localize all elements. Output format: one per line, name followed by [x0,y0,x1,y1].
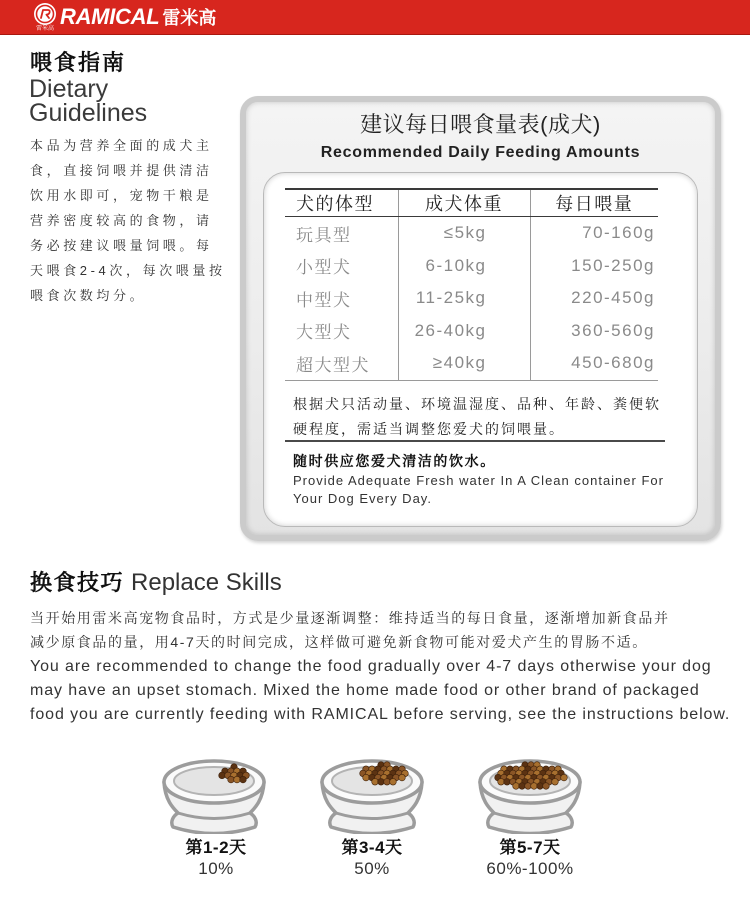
dietary-line: 务必按建议喂量饲喂。每 [30,238,213,253]
weight-cell: 11-25kg [398,282,530,315]
kibble-pellet [537,783,544,790]
kibble-pellet [552,779,559,786]
water-note-cn: 随时供应您爱犬清洁的饮水。 [293,453,496,469]
water-note-en [293,472,664,508]
logo-chinese-name: 雷米高 [162,8,217,28]
daily-amount-cell: 450-680g [530,347,658,380]
replace-line-en: You are recommended to change the food gradually over 4-7 days otherwise your dog [30,657,712,675]
schedule-percent-label: 10% [198,859,234,878]
kibble-pellet [372,779,379,786]
dog-bowl-icon [317,752,427,834]
column-header-daily-amount: 每日喂量 [530,189,658,217]
note-divider [285,440,665,442]
replace-skills-heading [30,569,282,597]
schedule-day-label: 第3-4天 [341,838,403,857]
kibble-pellet [513,783,520,790]
dietary-heading-en-line2: Guidelines [29,99,148,127]
dog-size-cell: 玩具型 [296,225,352,245]
replace-heading-en: Replace Skills [131,569,282,596]
replace-line-en: food you are currently feeding with RAMICAL before serving, see the instructions below. [30,706,731,724]
brand-logo [60,5,216,30]
kibble-pellet [390,779,397,786]
feeding-panel-title-cn: 建议每日喂食量表(成犬) [360,112,601,137]
replace-line-en: may have an upset stomach. Mixed the home made food or other brand of packaged [30,681,700,699]
dietary-line: 本品为营养全面的成犬主 [30,138,213,153]
table-row [285,315,658,348]
kibble-pellet [219,772,226,779]
table-row [285,347,658,380]
dietary-description [30,133,226,308]
dietary-heading-cn: 喂食指南 [30,50,127,75]
table-row [285,250,658,283]
kibble-pellet [504,779,511,786]
kibble-pellet [399,774,406,781]
note-line: 根据犬只活动量、环境温湿度、品种、年龄、粪便软 [293,396,661,412]
kibble-pellet [228,776,235,783]
note-line: 硬程度，需适当调整您爱犬的饲喂量。 [293,421,565,437]
weight-cell: 26-40kg [398,315,530,348]
table-row [285,217,658,250]
dog-size-cell: 小型犬 [296,258,352,278]
replace-line-cn: 当开始用雷米高宠物食品时，方式是少量逐渐调整：维持适当的每日食量，逐渐增加新食品并 [30,610,670,626]
replace-skills-description [30,606,730,727]
dog-bowl-icon [475,752,585,834]
daily-amount-cell: 150-250g [530,250,658,283]
schedule-percent-label: 50% [354,859,390,878]
dog-size-cell: 大型犬 [296,323,352,343]
dietary-line: 营养密度较高的食物，请 [30,213,213,228]
emblem-caption: 雷米高 [35,26,54,32]
kibble-pellet [384,779,391,786]
dietary-line: 喂食次数均分。 [30,288,147,303]
replace-heading-cn: 换食技巧 [30,570,125,595]
kibble-pellet [498,779,505,786]
feeding-table [285,188,658,381]
water-note-en-line: Your Dog Every Day. [293,491,432,506]
water-note-en-line: Provide Adequate Fresh water In A Clean container For [293,473,664,488]
kibble-pellet [561,774,568,781]
dog-size-cell: 中型犬 [296,290,352,310]
table-header-row [285,189,658,217]
kibble-pellet [525,783,532,790]
daily-amount-cell: 360-560g [530,315,658,348]
dietary-heading-en-line1: Dietary [29,75,109,103]
daily-amount-cell: 70-160g [530,217,658,250]
kibble-pellet [531,783,538,790]
kibble-pellet [240,776,247,783]
table-row [285,282,658,315]
column-header-adult-weight: 成犬体重 [398,189,530,217]
kibble-pellet [378,779,385,786]
feeding-panel-title-en: Recommended Daily Feeding Amounts [320,144,641,161]
dietary-line: 饮用水即可，宠物干粮是 [30,188,213,203]
column-header-dog-size: 犬的体型 [285,189,398,217]
schedule-day-label: 第1-2天 [185,838,247,857]
kibble-pellet [519,783,526,790]
dog-bowl-icon [159,752,269,834]
weight-cell: ≤5kg [398,217,530,250]
ramical-emblem-icon [33,2,57,26]
weight-cell: 6-10kg [398,250,530,283]
kibble-pellet [234,776,241,783]
schedule-day-label: 第5-7天 [499,838,561,857]
dietary-line: 食，直接饲喂并提供清洁 [30,163,213,178]
dietary-line: 天喂食2-4次，每次喂量按 [30,263,226,278]
daily-amount-cell: 220-450g [530,282,658,315]
weight-cell: ≥40kg [398,347,530,380]
dog-size-cell: 超大型犬 [285,347,398,380]
kibble-pellet [543,783,550,790]
kibble-pellet [363,774,370,781]
schedule-percent-label: 60%-100% [486,859,574,878]
replace-line-cn: 减少原食品的量，用4-7天的时间完成，这样做可避免新食物可能对爱犬产生的胃肠不适。 [30,634,648,651]
feeding-adjust-note [293,392,661,442]
logo-wordmark: RAMICAL [60,4,160,29]
